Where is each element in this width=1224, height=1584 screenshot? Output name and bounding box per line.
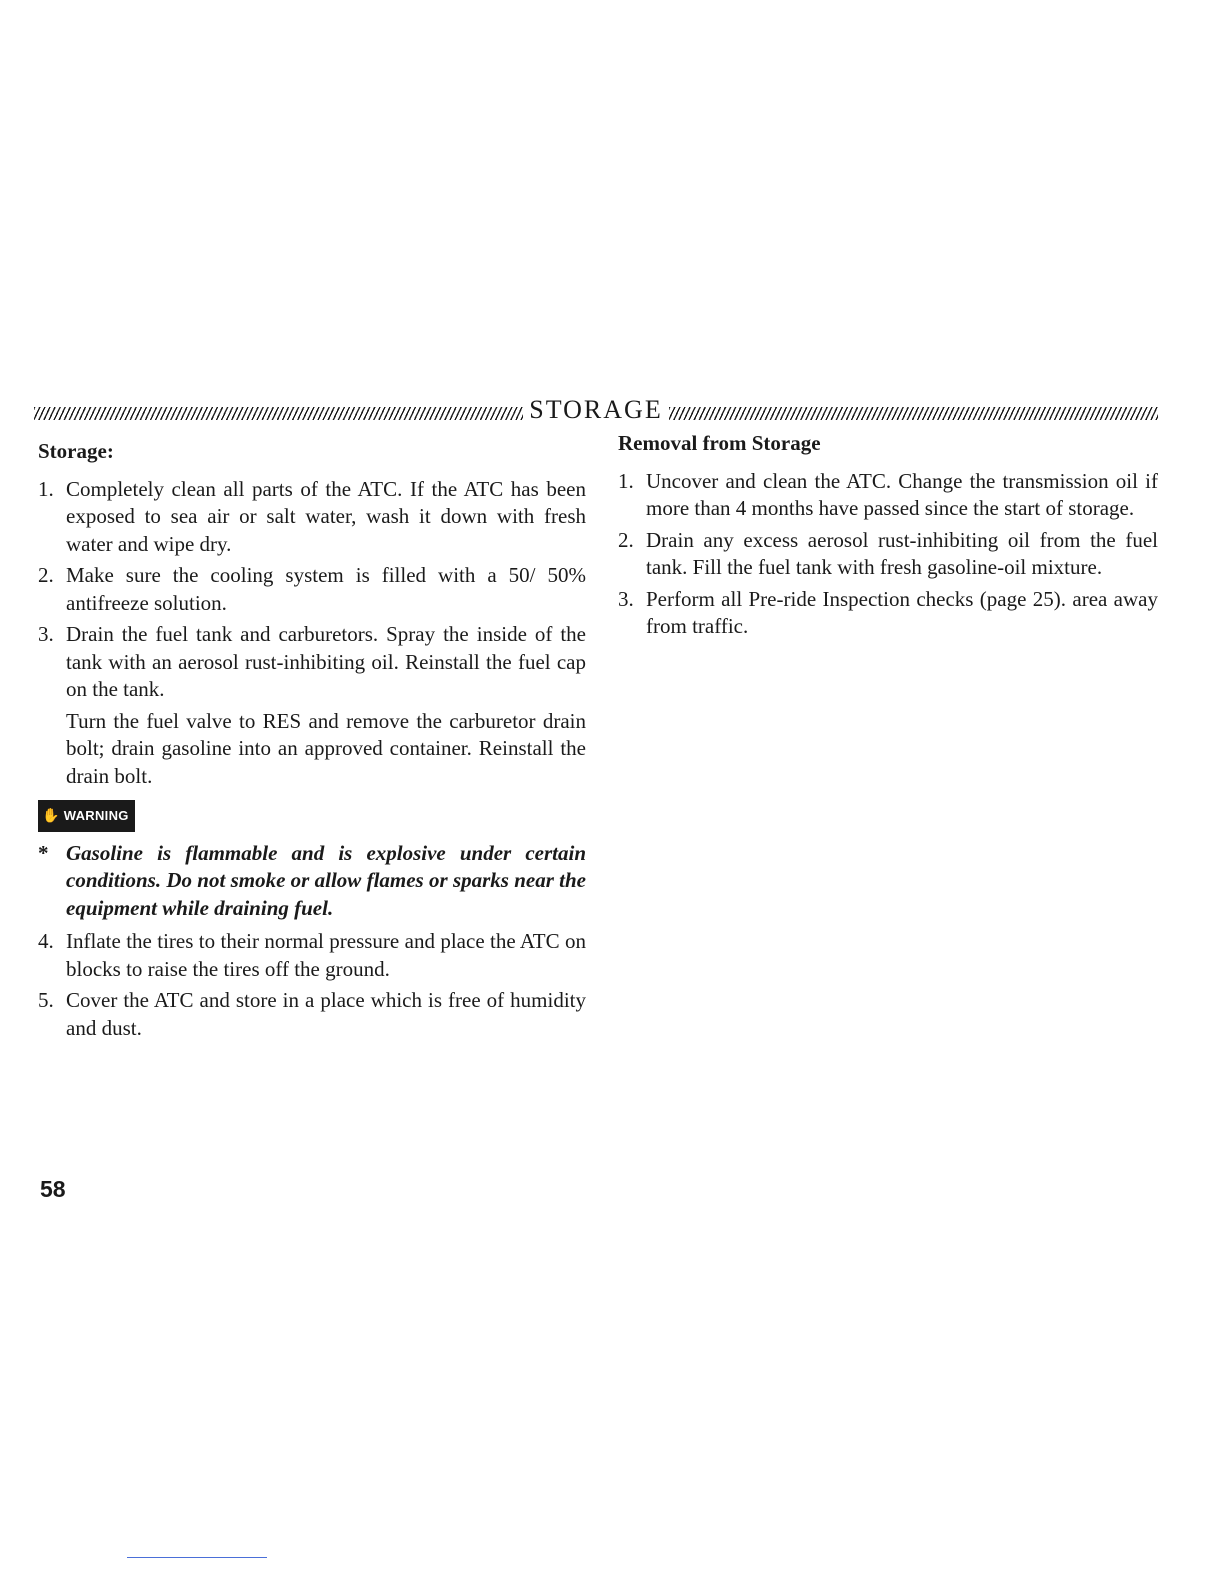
- removal-step: [618, 468, 1158, 523]
- section-header: [34, 390, 1158, 430]
- removal-heading: Removal from Storage: [618, 431, 821, 455]
- page-number: 58: [40, 1176, 66, 1202]
- step-text: Drain any excess aerosol rust-inhibiting oil from the fuel tank. Fill the fuel tank with fresh gasoline-oil mixture.: [646, 527, 1158, 579]
- step-number: 5.: [38, 988, 54, 1012]
- step-number: 2.: [618, 527, 634, 552]
- removal-column: [618, 430, 1158, 645]
- step-text: Drain the fuel tank and carburetors. Spray the inside of the tank with an aerosol rust-inhibiting oil. Reinstall the fuel cap on the tank.: [66, 622, 586, 701]
- header-hatch-right: [669, 407, 1158, 420]
- step-text: Uncover and clean the ATC. Change the transmission oil if more than 4 months have passed since the start of storage.: [646, 468, 1158, 520]
- header-hatch-left: [34, 407, 523, 420]
- step-number: 4.: [38, 929, 54, 953]
- removal-step: [618, 527, 1158, 582]
- warning-bullet: *: [38, 840, 49, 865]
- storage-step: [38, 987, 586, 1042]
- step-number: 2.: [38, 563, 54, 587]
- step-number: 3.: [618, 586, 634, 611]
- step-number: 1.: [618, 468, 634, 493]
- drain-note: Turn the fuel valve to RES and remove the carburetor drain bolt; drain gasoline into an approved container. Reinstall the drain bolt.: [66, 708, 586, 788]
- storage-step: [38, 621, 586, 704]
- step-text: Completely clean all parts of the ATC. If the ATC has been exposed to sea air or salt water, wash it down with fresh water and wipe dry.: [66, 476, 586, 556]
- footer-divider: [127, 1557, 267, 1558]
- removal-step: [618, 586, 1158, 641]
- storage-column: [38, 438, 586, 1046]
- warning-text: Gasoline is flammable and is explosive under certain conditions. Do not smoke or allow flames or sparks near the equipment while draining fuel.: [66, 840, 586, 920]
- step-text: Cover the ATC and store in a place which is free of humidity and dust.: [66, 988, 586, 1040]
- hand-warning-icon: ✋: [42, 807, 60, 823]
- storage-step: [38, 562, 586, 617]
- warning-item: [38, 840, 586, 923]
- storage-heading: Storage:: [38, 439, 114, 463]
- step-text: Inflate the tires to their normal pressure and place the ATC on blocks to raise the tires off the ground.: [66, 929, 586, 981]
- step-number: 1.: [38, 476, 54, 501]
- warning-label: WARNING: [63, 808, 129, 823]
- step-text: Perform all Pre-ride Inspection checks (page 25). area away from traffic.: [646, 586, 1158, 638]
- storage-step: [38, 476, 586, 559]
- step-text: Make sure the cooling system is filled with a 50/ 50% antifreeze solution.: [66, 563, 586, 615]
- step-number: 3.: [38, 622, 54, 646]
- page-title: STORAGE: [529, 395, 663, 424]
- storage-step: [38, 928, 586, 983]
- warning-badge: [38, 800, 135, 832]
